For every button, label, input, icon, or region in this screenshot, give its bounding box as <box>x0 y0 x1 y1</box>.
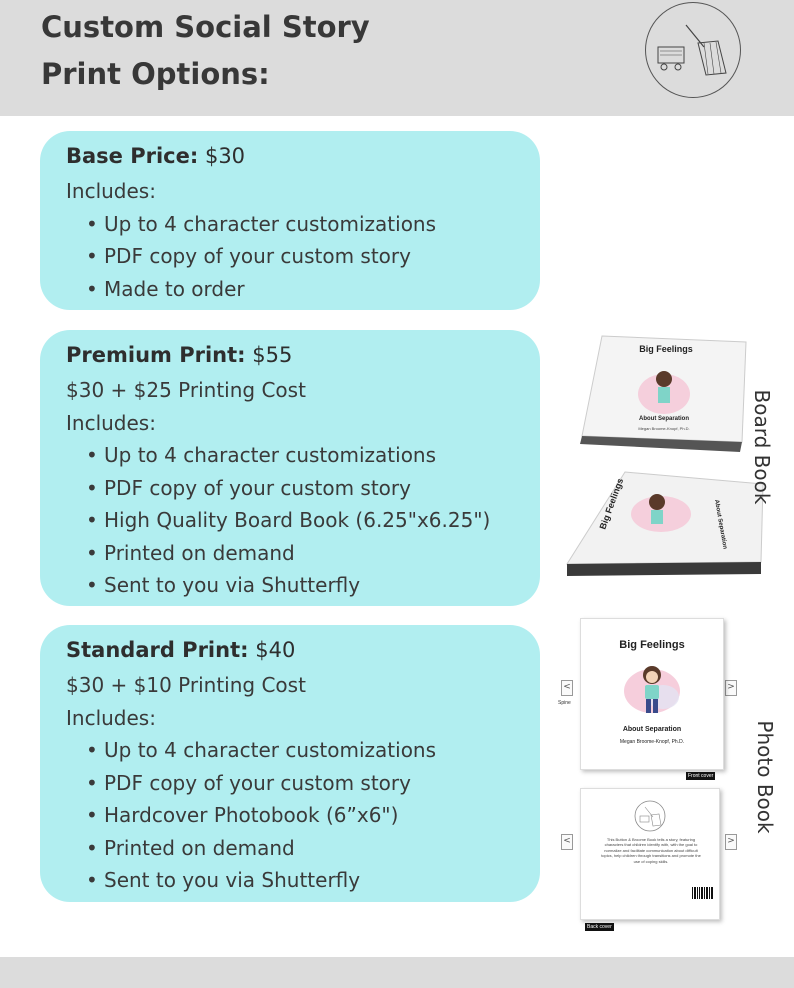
includes-label: Includes: <box>66 410 156 435</box>
board-subtitle: About Separation <box>638 416 690 422</box>
back-cover-logo-icon <box>633 799 667 833</box>
board-book-label: Board Book <box>750 389 774 505</box>
photo-book-label: Photo Book <box>753 720 777 834</box>
list-item: • Printed on demand <box>86 832 540 865</box>
cost-breakdown: $30 + $25 Printing Cost <box>66 378 306 402</box>
board-book-front-image <box>578 334 748 454</box>
card-price: $30 <box>204 144 246 168</box>
list-item: • PDF copy of your custom story <box>86 472 540 505</box>
title-line-1: Custom Social Story <box>41 10 370 44</box>
back-cover-tag: Back cover <box>587 924 612 930</box>
page-title <box>41 4 561 98</box>
front-cover-illustration <box>619 655 685 721</box>
includes-label: Includes: <box>66 179 156 203</box>
list-item: • PDF copy of your custom story <box>86 240 540 273</box>
spine-title: Big Feelings <box>597 476 626 531</box>
list-item: • Sent to you via Shutterfly <box>86 569 540 602</box>
card-price: $55 <box>252 343 293 367</box>
base-price-card <box>40 131 540 310</box>
list-item: • Sent to you via Shutterfly <box>86 864 540 897</box>
list-item: • Printed on demand <box>86 537 540 570</box>
prev-arrow-icon[interactable]: < <box>561 834 573 850</box>
card-heading <box>66 637 540 663</box>
board-title: Big Feelings <box>639 344 693 354</box>
list-item: • High Quality Board Book (6.25"x6.25") <box>86 504 540 537</box>
title-line-2: Print Options: <box>41 57 270 91</box>
card-heading <box>66 143 540 169</box>
back-cover-blurb: This Button & Broome Book tells a story, featuring characters that children identify with, with the goal to normalize and facilitate communication about difficult topics, help children through transitions and promote the use of coping skills. <box>601 837 701 864</box>
spine-subtitle: About Separation <box>713 499 728 550</box>
list-item: • PDF copy of your custom story <box>86 767 540 800</box>
photo-book-back-cover <box>580 788 720 920</box>
next-arrow-icon[interactable]: > <box>725 680 737 696</box>
card-heading <box>66 342 540 368</box>
list-item: • Up to 4 character customizations <box>86 208 540 241</box>
photo-book-front-cover <box>580 618 724 770</box>
prev-arrow-icon[interactable]: < <box>561 680 573 696</box>
brand-logo <box>645 2 741 98</box>
barcode-icon <box>691 886 715 904</box>
list-item: • Made to order <box>86 273 540 306</box>
card-label: Base Price: <box>66 144 199 168</box>
cost-breakdown: $30 + $10 Printing Cost <box>66 673 306 697</box>
standard-print-card <box>40 625 540 902</box>
board-author: Megan Broome-Knopf, Ph.D. <box>638 426 690 431</box>
footer-band <box>0 957 794 988</box>
includes-label: Includes: <box>66 705 156 730</box>
list-item: • Up to 4 character customizations <box>86 734 540 767</box>
premium-print-card <box>40 330 540 606</box>
card-label: Standard Print: <box>66 638 249 662</box>
list-item: • Up to 4 character customizations <box>86 439 540 472</box>
feature-list <box>66 439 540 602</box>
board-book-spine-image <box>565 470 765 578</box>
card-price: $40 <box>255 638 296 662</box>
list-item: • Hardcover Photobook (6”x6") <box>86 799 540 832</box>
front-cover-title: Big Feelings <box>619 639 685 651</box>
next-arrow-icon[interactable]: > <box>725 834 737 850</box>
feature-list <box>66 734 540 897</box>
front-cover-subtitle: About Separation <box>622 726 682 733</box>
front-cover-tag: Front cover <box>688 773 714 779</box>
spine-label: Spine <box>558 700 571 706</box>
logo-artwork <box>646 3 742 99</box>
feature-list <box>66 208 540 306</box>
card-label: Premium Print: <box>66 343 246 367</box>
front-cover-author: Megan Broome-Knopf, Ph.D. <box>619 739 685 745</box>
